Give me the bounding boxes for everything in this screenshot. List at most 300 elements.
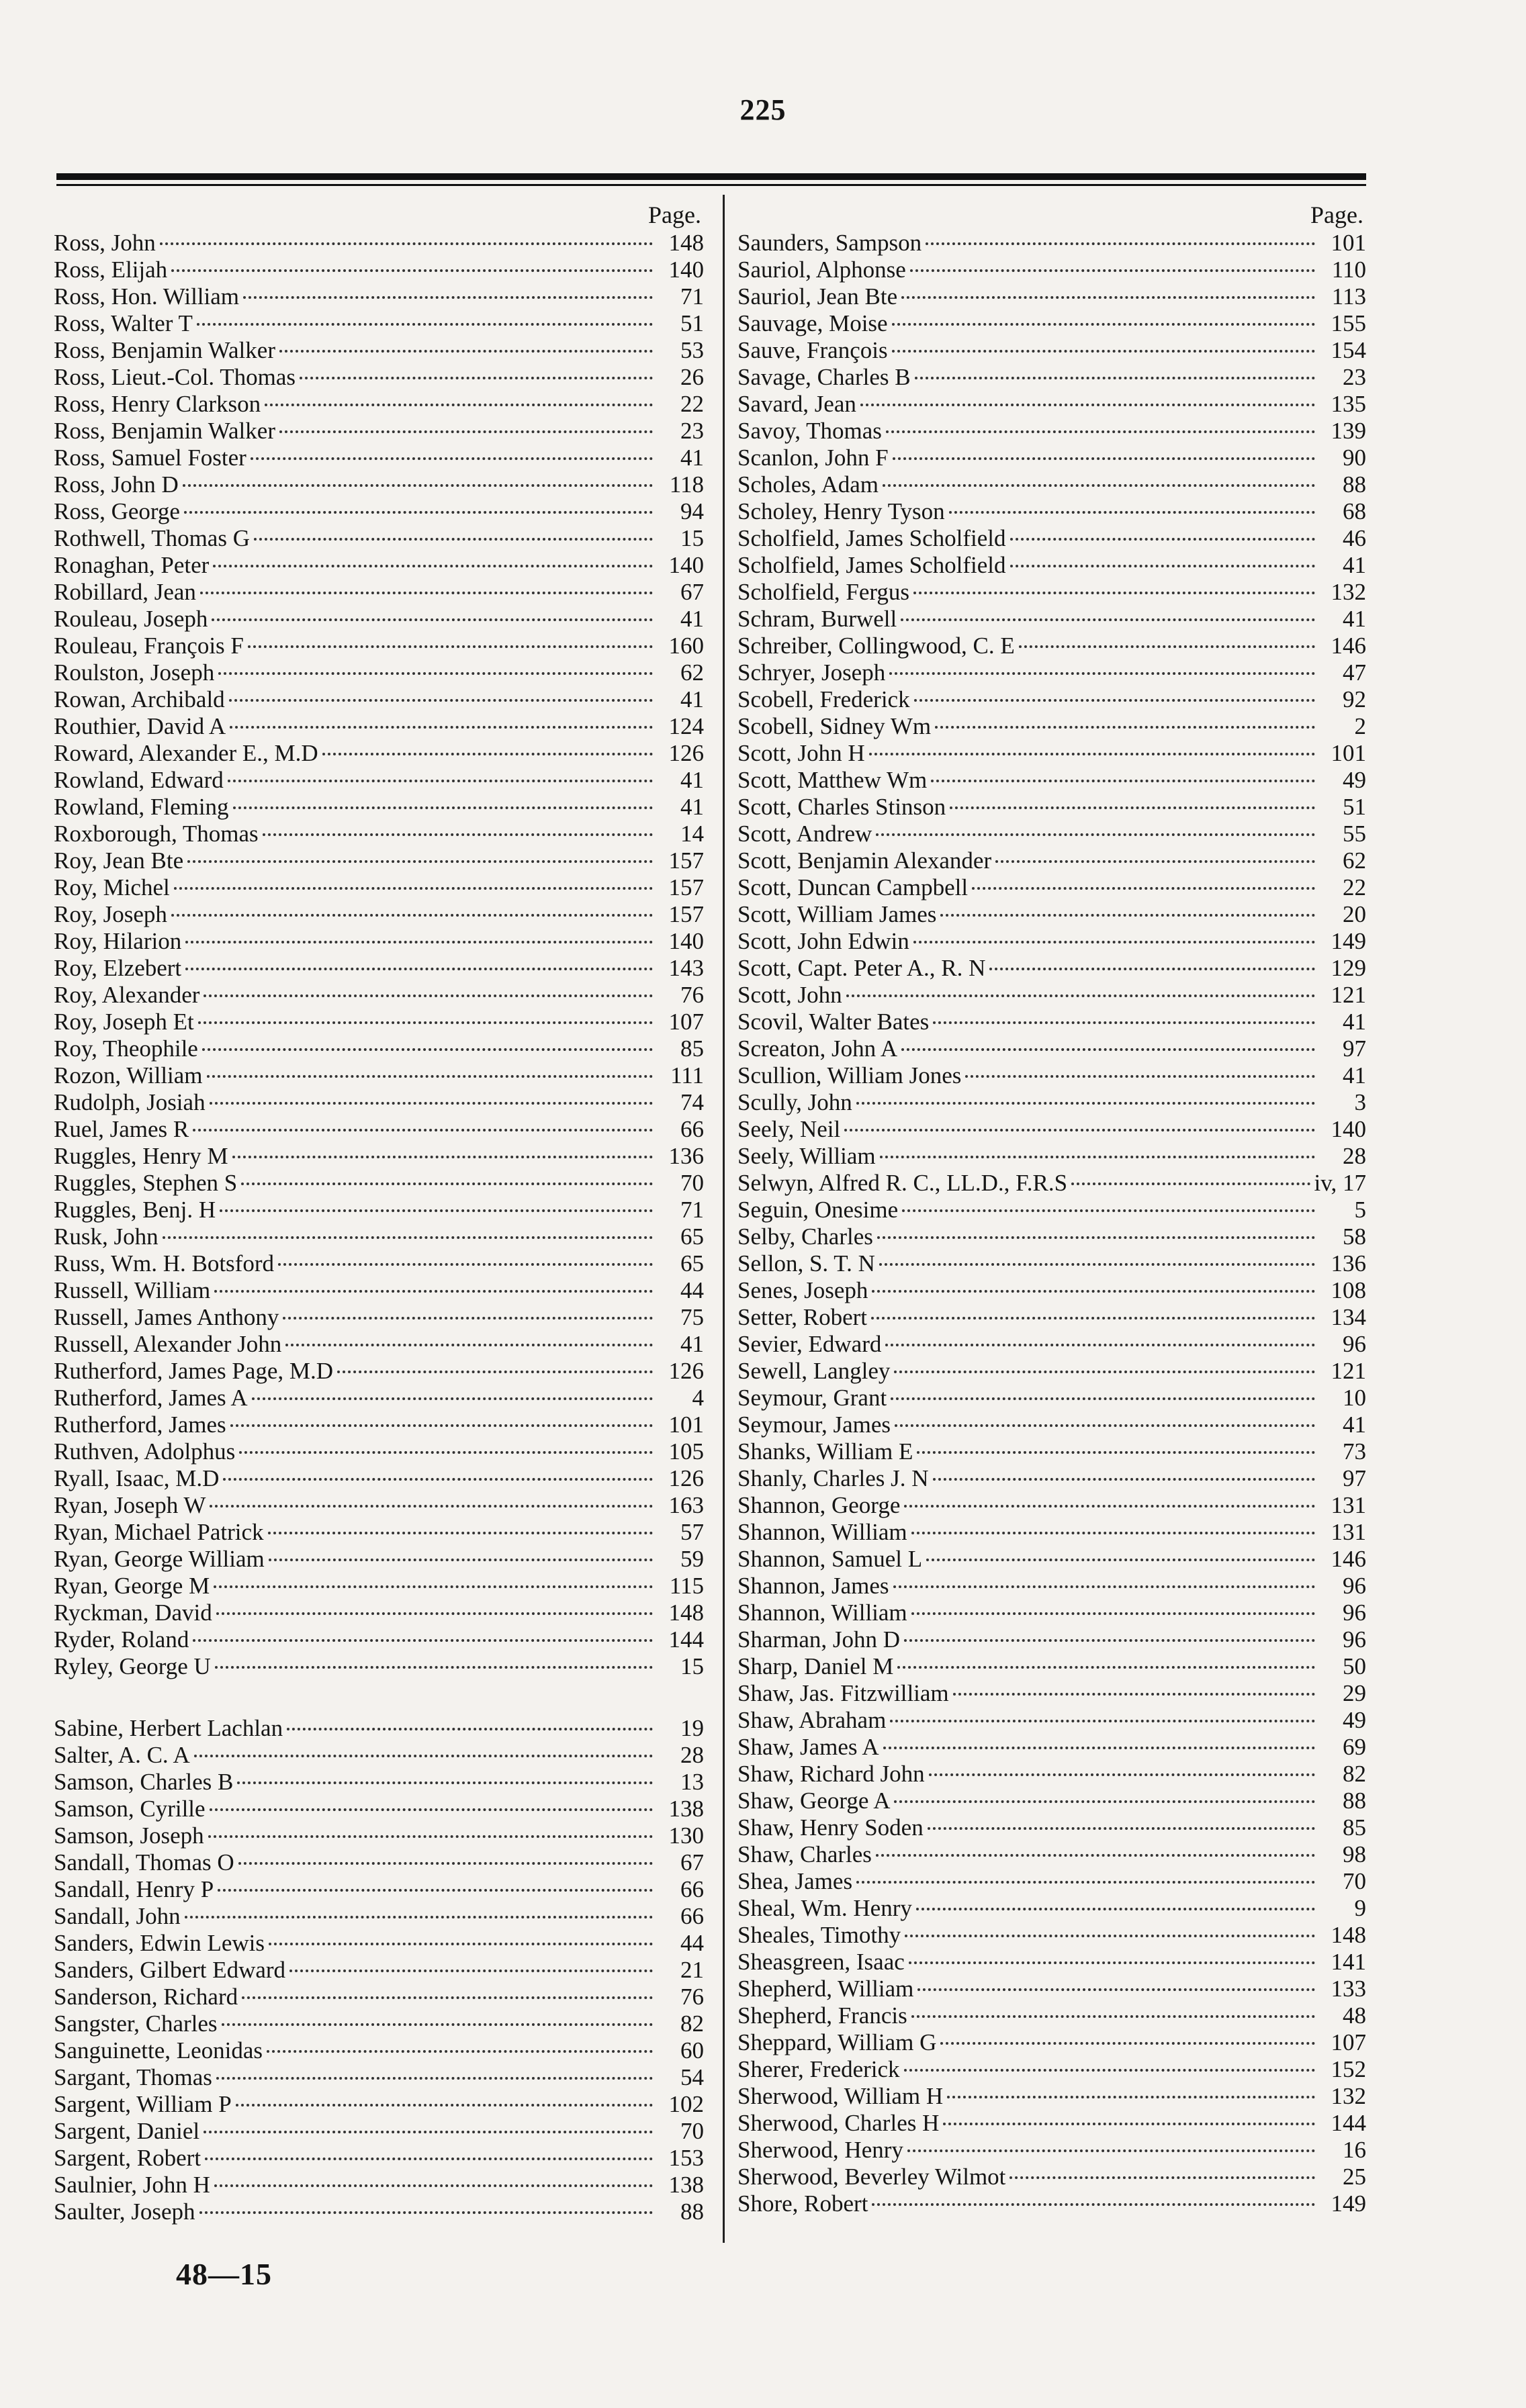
index-entry [737,713,1366,740]
entry-name: Russ, Wm. H. Botsford [54,1250,274,1277]
dot-leader [238,1862,653,1865]
dot-leader [199,2211,653,2214]
index-entry [737,659,1366,686]
index-entry [54,364,704,391]
index-entry [737,283,1366,310]
dot-leader [214,2184,653,2187]
dot-leader [931,780,1315,782]
dot-leader [880,1156,1315,1158]
index-entry [737,579,1366,606]
index-entry [737,794,1366,821]
index-entry [737,2164,1366,2190]
index-entry [737,1949,1366,1976]
dot-leader [917,1988,1315,1991]
entry-name: Schreiber, Collingwood, C. E [737,633,1015,659]
index-entry [54,391,704,418]
entry-page: 41 [1343,1062,1366,1089]
dot-leader [232,1156,653,1158]
entry-page: 47 [1343,659,1366,686]
entry-page: 126 [668,1465,704,1491]
entry-page: 14 [680,821,704,847]
entry-name: Roward, Alexander E., M.D [54,740,318,766]
entry-page: 28 [1343,1143,1366,1169]
entry-name: Sewell, Langley [737,1358,891,1384]
dot-leader [911,1532,1315,1534]
dot-leader [911,2015,1315,2018]
entry-name: Ross, John [54,230,156,256]
index-entry [54,1626,704,1653]
dot-leader [322,753,653,755]
entry-page: 126 [668,740,704,766]
entry-page: 88 [1343,471,1366,498]
entry-name: Selwyn, Alfred R. C., LL.D., F.R.S [737,1170,1068,1196]
index-entry [54,1546,704,1573]
index-entry [54,901,704,928]
index-entry [54,1304,704,1331]
entry-page: 68 [1343,498,1366,524]
entry-page: 57 [680,1519,704,1545]
entry-page: 15 [680,525,704,551]
index-entry [54,686,704,713]
entry-name: Seymour, Grant [737,1385,887,1411]
dot-leader [243,296,653,299]
dot-leader [218,672,653,675]
dot-leader [926,242,1315,245]
entry-name: Sauriol, Jean Bte [737,283,898,310]
entry-page: 51 [1343,794,1366,820]
entry-name: Scott, John [737,982,842,1008]
index-entry [737,1465,1366,1492]
index-entry [737,2190,1366,2217]
entry-page: 143 [668,955,704,981]
index-entry [737,1680,1366,1707]
entry-page: 144 [1331,2110,1366,2136]
dot-leader [989,968,1315,970]
dot-leader [239,1451,653,1454]
index-entry [54,1492,704,1519]
entry-name: Scott, Matthew Wm [737,767,928,793]
entry-name: Roy, Alexander [54,982,200,1008]
index-entry [737,1626,1366,1653]
entry-name: Savage, Charles B [737,364,911,390]
entry-name: Scobell, Frederick [737,686,910,712]
dot-leader [279,430,653,433]
index-entry [737,1546,1366,1573]
entry-name: Shaw, James A [737,1734,879,1760]
dot-leader [901,296,1315,299]
index-entry [737,1277,1366,1304]
dot-leader [879,1263,1315,1266]
entry-page: 51 [680,310,704,336]
entry-page: 141 [1331,1949,1366,1975]
index-entry [54,1769,704,1796]
dot-leader [285,1344,653,1346]
entry-page: 19 [680,1715,704,1741]
index-entry [54,1116,704,1143]
entry-page: 155 [1331,310,1366,336]
index-entry [737,1600,1366,1626]
index-entry [54,1465,704,1492]
index-entry [54,1223,704,1250]
entry-page: 41 [680,794,704,820]
entry-name: Ryckman, David [54,1600,212,1626]
index-entry [737,1707,1366,1734]
entry-name: Ross, Benjamin Walker [54,337,275,363]
index-entry [54,498,704,525]
entry-name: Rutherford, James Page, M.D [54,1358,334,1384]
entry-page: 102 [668,2091,704,2117]
dot-leader [198,1021,653,1024]
index-entry [737,2137,1366,2164]
index-entry [54,821,704,847]
entry-page: 74 [680,1089,704,1115]
index-entry [737,525,1366,552]
dot-leader [909,1961,1315,1964]
entry-page: 41 [680,686,704,712]
entry-page: 65 [680,1223,704,1250]
entry-name: Scott, Capt. Peter A., R. N [737,955,986,981]
entry-page: 157 [668,901,704,927]
dot-leader [949,511,1315,514]
entry-page: 28 [680,1742,704,1768]
index-entry [54,740,704,767]
dot-leader [893,1585,1315,1588]
dot-leader [904,2069,1315,2072]
index-entry [737,1761,1366,1788]
dot-leader [933,1478,1315,1481]
entry-name: Scott, Andrew [737,821,872,847]
entry-page: 9 [1354,1895,1366,1921]
dot-leader [933,1021,1315,1024]
entry-page: 98 [1343,1841,1366,1867]
dot-leader [913,592,1315,594]
dot-leader [205,2158,653,2160]
entry-page: 23 [1343,364,1366,390]
entry-page: 10 [1343,1385,1366,1411]
entry-name: Roulston, Joseph [54,659,215,686]
index-entry [54,445,704,471]
entry-page: 131 [1331,1519,1366,1545]
index-entry [737,364,1366,391]
entry-name: Routhier, David A [54,713,226,739]
dot-leader [204,2131,653,2133]
entry-page: 66 [680,1903,704,1929]
dot-leader [1019,645,1315,648]
entry-page: 163 [668,1492,704,1518]
entry-name: Shannon, George [737,1492,901,1518]
index-entry [737,391,1366,418]
entry-name: Shepherd, William [737,1976,914,2002]
entry-page: 92 [1343,686,1366,712]
entry-name: Sabine, Herbert Lachlan [54,1715,283,1741]
entry-name: Sheppard, William G [737,2029,937,2055]
dot-leader [220,1209,653,1212]
index-entry [737,982,1366,1009]
dot-leader [943,2123,1315,2125]
entry-name: Ross, John D [54,471,179,498]
entry-page: 146 [1331,1546,1366,1572]
entry-name: Robillard, Jean [54,579,196,605]
dot-leader [856,1881,1315,1884]
dot-leader [204,994,653,997]
index-entry [737,552,1366,579]
entry-name: Sharp, Daniel M [737,1653,894,1679]
index-entry [54,471,704,498]
entry-page: 131 [1331,1492,1366,1518]
entry-page: 113 [1331,283,1366,310]
entry-page: 15 [680,1653,704,1679]
index-entry [737,1788,1366,1814]
dot-leader [1010,565,1315,567]
entry-page: 105 [668,1438,704,1465]
entry-name: Scott, Duncan Campbell [737,874,969,900]
entry-name: Roy, Joseph [54,901,167,927]
entry-name: Rothwell, Thomas G [54,525,250,551]
index-entry [54,2118,704,2145]
index-entry [737,686,1366,713]
index-entry [737,2029,1366,2056]
dot-leader [185,1916,653,1918]
index-entry [737,847,1366,874]
entry-page: 97 [1343,1465,1366,1491]
entry-page: 153 [668,2145,704,2171]
entry-name: Sargant, Thomas [54,2064,212,2090]
dot-leader [915,377,1315,379]
entry-page: 108 [1331,1277,1366,1303]
dot-leader [901,618,1315,621]
entry-name: Seguin, Onesime [737,1197,899,1223]
dot-leader [230,1424,653,1427]
index-entry [737,1868,1366,1895]
dot-leader [892,350,1315,353]
dot-leader [254,538,653,541]
dot-leader [194,1755,653,1757]
dot-leader [1009,2176,1315,2179]
entry-page: 55 [1343,821,1366,847]
dot-leader [916,1908,1315,1910]
entry-page: 154 [1331,337,1366,363]
index-entry [54,1358,704,1385]
entry-name: Shaw, Jas. Fitzwilliam [737,1680,949,1706]
entry-name: Shanks, William E [737,1438,913,1465]
entry-name: Ryall, Isaac, M.D [54,1465,220,1491]
entry-name: Shaw, Henry Soden [737,1814,924,1841]
entry-page: 111 [670,1062,704,1089]
entry-name: Sheal, Wm. Henry [737,1895,912,1921]
entry-page: 44 [680,1277,704,1303]
dot-leader [337,1371,653,1373]
entry-name: Samson, Charles B [54,1769,234,1795]
entry-page: 50 [1343,1653,1366,1679]
entry-name: Scholey, Henry Tyson [737,498,945,524]
index-entry [737,740,1366,767]
index-entry [54,1250,704,1277]
dot-leader [171,269,653,272]
column-divider [723,195,725,2243]
dot-leader [877,1236,1315,1239]
entry-name: Sargent, William P [54,2091,232,2117]
dot-leader [947,2096,1315,2098]
dot-leader [886,430,1315,433]
entry-page: 48 [1343,2002,1366,2029]
dot-leader [860,404,1315,406]
dot-leader [241,1183,653,1185]
index-entry [54,767,704,794]
dot-leader [846,994,1315,997]
entry-name: Ross, Hon. William [54,283,240,310]
entry-name: Ryan, Michael Patrick [54,1519,264,1545]
index-entry [54,955,704,982]
dot-leader [928,1827,1315,1830]
dot-leader [197,323,653,326]
entry-name: Sanders, Edwin Lewis [54,1930,265,1956]
dot-leader [268,1532,653,1534]
entry-page: 129 [1331,955,1366,981]
entry-page: 59 [680,1546,704,1572]
entry-page: 107 [1331,2029,1366,2055]
entry-page: 2 [1354,713,1366,739]
entry-name: Scholfield, Fergus [737,579,910,605]
entry-name: Ruggles, Stephen S [54,1170,238,1196]
entry-name: Ruggles, Henry M [54,1143,228,1169]
entry-name: Scott, William James [737,901,937,927]
entry-name: Shaw, Charles [737,1841,872,1867]
entry-page: 73 [1343,1438,1366,1465]
dot-leader [160,242,653,245]
index-entry [54,1089,704,1116]
dot-leader [202,1048,653,1051]
entry-name: Roy, Hilarion [54,928,182,954]
dot-leader [237,1781,653,1784]
entry-page: 70 [680,2118,704,2144]
entry-name: Scott, Benjamin Alexander [737,847,992,874]
index-entry [54,928,704,955]
header-rule-thick [56,173,1366,180]
entry-page: 76 [680,1984,704,2010]
entry-page: 41 [680,606,704,632]
entry-name: Sellon, S. T. N [737,1250,875,1277]
dot-leader [222,2023,653,2026]
index-entry [737,1116,1366,1143]
entry-name: Sanders, Gilbert Edward [54,1957,286,1983]
index-entry [737,2002,1366,2029]
index-entry [737,1492,1366,1519]
entry-name: Shannon, Samuel L [737,1546,923,1572]
index-entry [54,794,704,821]
entry-name: Seely, William [737,1143,876,1169]
dot-leader [872,1290,1315,1293]
entry-name: Shepherd, Francis [737,2002,907,2029]
entry-page: 135 [1331,391,1366,417]
entry-name: Ryan, Joseph W [54,1492,206,1518]
entry-name: Selby, Charles [737,1223,873,1250]
entry-name: Seymour, James [737,1411,891,1438]
index-entry [737,1922,1366,1949]
index-entry [737,471,1366,498]
dot-leader [183,484,653,487]
index-entry [54,1385,704,1411]
dot-leader [1071,1183,1310,1185]
entry-name: Savoy, Thomas [737,418,882,444]
entry-page: 140 [668,552,704,578]
dot-leader [892,323,1315,326]
dot-leader [904,1639,1315,1642]
entry-page: 67 [680,579,704,605]
entry-page: 23 [680,418,704,444]
index-entry [54,2145,704,2172]
entry-page: iv, 17 [1314,1170,1366,1196]
entry-page: 90 [1343,445,1366,471]
entry-page: 118 [669,471,704,498]
entry-name: Scott, John Edwin [737,928,909,954]
dot-leader [216,1612,653,1615]
index-entry [737,1358,1366,1385]
entry-page: 139 [1331,418,1366,444]
dot-leader [917,1451,1315,1454]
index-entry [737,1438,1366,1465]
dot-leader [252,1397,653,1400]
entry-page: 97 [1343,1035,1366,1062]
entry-name: Shannon, William [737,1519,907,1545]
entry-page: 96 [1343,1331,1366,1357]
entry-page: 62 [680,659,704,686]
entry-page: 140 [1331,1116,1366,1142]
dot-leader [207,1075,653,1078]
entry-page: 41 [1343,552,1366,578]
entry-name: Rutherford, James [54,1411,226,1438]
entry-name: Schram, Burwell [737,606,897,632]
index-entry [54,1035,704,1062]
entry-name: Sauriol, Alphonse [737,257,906,283]
entry-name: Rusk, John [54,1223,159,1250]
dot-leader [935,726,1315,729]
index-entry [54,283,704,310]
index-entry [737,1009,1366,1035]
entry-name: Rowland, Fleming [54,794,229,820]
index-entry [54,552,704,579]
index-entry [54,659,704,686]
index-entry [737,1976,1366,2002]
dot-leader [185,941,653,943]
entry-page: 69 [1343,1734,1366,1760]
index-entry [54,2091,704,2118]
dot-leader [904,1505,1315,1508]
dot-leader [972,887,1315,890]
right-column [737,200,1366,2217]
dot-leader [856,1102,1315,1105]
entry-page: 70 [1343,1868,1366,1894]
index-entry [54,418,704,445]
entry-page: 138 [668,2172,704,2198]
index-entry [54,1277,704,1304]
entry-name: Roy, Michel [54,874,170,900]
dot-leader [279,350,653,353]
dot-leader [953,1693,1315,1696]
entry-page: 94 [680,498,704,524]
dot-leader [869,753,1315,755]
entry-page: 76 [680,982,704,1008]
dot-leader [171,914,653,917]
entry-page: 53 [680,337,704,363]
entry-name: Ross, Benjamin Walker [54,418,275,444]
entry-name: Sanguinette, Leonidas [54,2037,263,2064]
index-entry [737,2056,1366,2083]
entry-page: 58 [1343,1223,1366,1250]
entry-page: 148 [668,230,704,256]
dot-leader [885,1344,1315,1346]
entry-name: Sherwood, Beverley Wilmot [737,2164,1006,2190]
entry-page: 41 [680,767,704,793]
